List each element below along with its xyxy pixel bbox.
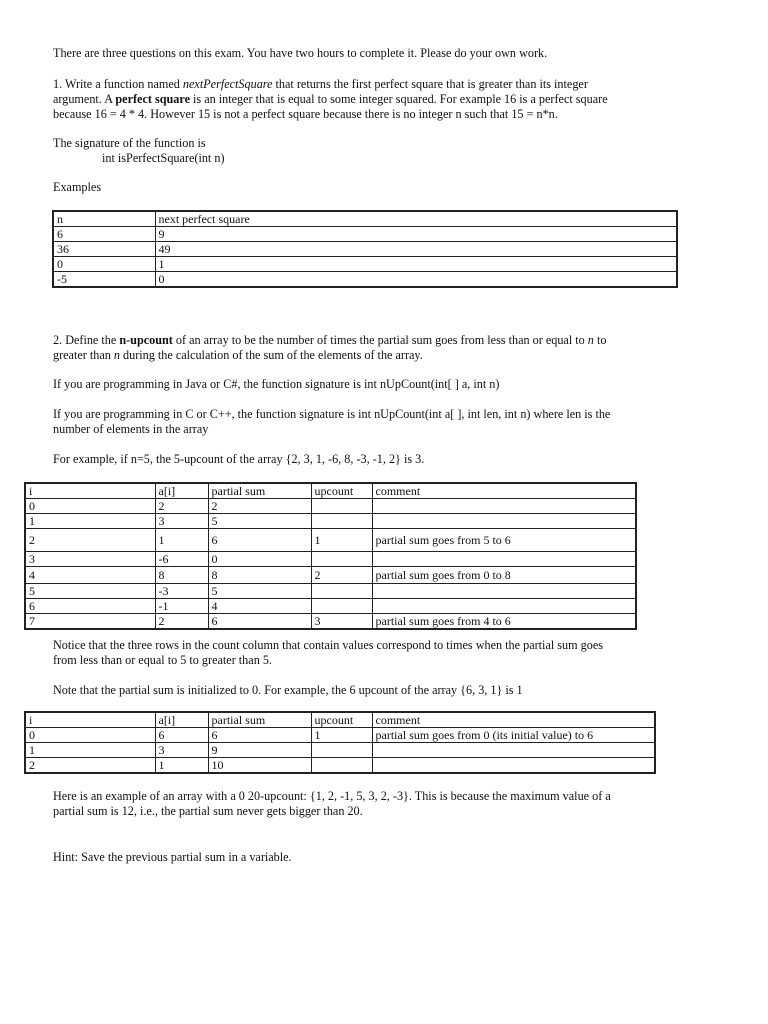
signature-code: int isPerfectSquare(int n)	[102, 151, 225, 165]
intro-text: There are three questions on this exam. You have two hours to complete it. Please do your own work.	[53, 46, 548, 60]
table-header-row: i a[i] partial sum upcount comment	[25, 712, 655, 728]
table-row: 1 3 9	[25, 743, 655, 758]
table-row: 5 -3 5	[25, 584, 636, 599]
table-row: 6 -1 4	[25, 599, 636, 614]
table-row: 0 6 6 1 partial sum goes from 0 (its initial value) to 6	[25, 728, 655, 743]
zero-upcount-example: Here is an example of an array with a 0 20-upcount: {1, 2, -1, 5, 3, 2, -3}. This is because the maximum value of a partial sum is 12, i.e., the partial sum never gets bigger than 20.	[53, 789, 611, 818]
hint-text: Hint: Save the previous partial sum in a variable.	[53, 850, 292, 864]
table-row: 7 2 6 3 partial sum goes from 4 to 6	[25, 614, 636, 630]
notice-text: Notice that the three rows in the count column that contain values correspond to times when the partial sum goes from less than or equal to 5 to greater than 5.	[53, 638, 603, 667]
table-row: 6 9	[53, 227, 677, 242]
q2-statement: 2. Define the n-upcount of an array to be the number of times the partial sum goes from less than or equal to n to greater than n during the calculation of the sum of the elements of the array.	[53, 333, 607, 362]
table-row: 1 3 5	[25, 514, 636, 529]
q1-examples-table	[52, 210, 678, 288]
table-header-row: n next perfect square	[53, 211, 677, 227]
q2-upcount-table	[24, 482, 637, 630]
table-row: 2 1 6 1 partial sum goes from 5 to 6	[25, 529, 636, 552]
term-perfect-square: perfect square	[115, 92, 190, 106]
q2-initial-table	[24, 711, 656, 774]
table-row: 2 1 10	[25, 758, 655, 774]
c-signature: If you are programming in C or C++, the function signature is int nUpCount(int a[ ], int len, int n) where len is the number of elements in the array	[53, 407, 611, 436]
table-row: 3 -6 0	[25, 552, 636, 567]
table-row: 0 1	[53, 257, 677, 272]
q1-signature: The signature of the function is int isPerfectSquare(int n)	[53, 136, 225, 165]
java-signature: If you are programming in Java or C#, the function signature is int nUpCount(int[ ] a, int n)	[53, 377, 500, 391]
table-header-row: i a[i] partial sum upcount comment	[25, 483, 636, 499]
table-row: -5 0	[53, 272, 677, 288]
examples-label: Examples	[53, 180, 102, 194]
q1-statement: 1. Write a function named nextPerfectSquare that returns the first perfect square that is greater than its integer argument. A perfect square is an integer that is equal to some integer squared. For example 16 is a perfect square because 16 = 4 * 4. However 15 is not a perfect square because there is no integer n such that 15 = n*n.	[53, 77, 608, 121]
table-row: 36 49	[53, 242, 677, 257]
table-row: 0 2 2	[25, 499, 636, 514]
function-name: nextPerfectSquare	[182, 77, 273, 91]
table-row: 4 8 8 2 partial sum goes from 0 to 8	[25, 567, 636, 584]
q2-example: For example, if n=5, the 5-upcount of the array {2, 3, 1, -6, 8, -3, -1, 2} is 3.	[53, 452, 425, 466]
note-text: Note that the partial sum is initialized to 0. For example, the 6 upcount of the array {6, 3, 1} is 1	[53, 683, 523, 697]
term-n-upcount: n-upcount	[119, 333, 173, 347]
